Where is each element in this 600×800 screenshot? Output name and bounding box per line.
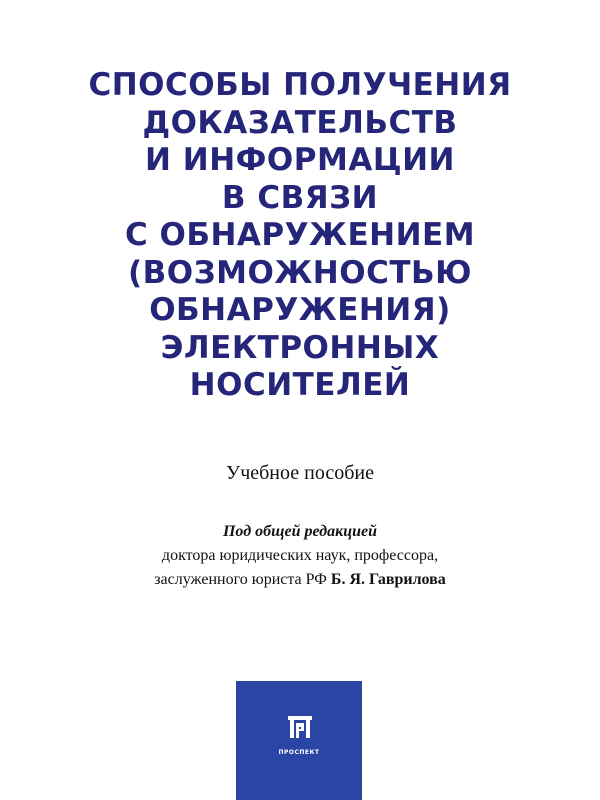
title-line: ОБНАРУЖЕНИЯ) — [149, 292, 451, 328]
editor-title-line — [0, 568, 600, 592]
prospekt-logo-icon — [286, 715, 314, 739]
editor-title-prefix: заслуженного юриста РФ — [154, 571, 331, 588]
title-line: ЭЛЕКТРОННЫХ — [160, 329, 440, 366]
title-line: (ВОЗМОЖНОСТЬЮ — [127, 254, 473, 291]
publisher-name: ПРОСПЕКТ — [278, 749, 320, 756]
title-line: ДОКАЗАТЕЛЬСТВ — [142, 104, 458, 141]
editor-block — [0, 520, 600, 592]
book-title — [0, 67, 600, 405]
editor-heading: Под общей редакцией — [222, 523, 378, 540]
publisher-logo — [236, 681, 362, 800]
editor-name: Б. Я. Гаврилова — [330, 571, 446, 588]
title-line: И ИНФОРМАЦИИ — [145, 142, 455, 178]
book-subtitle: Учебное пособие — [226, 462, 374, 484]
title-line: С ОБНАРУЖЕНИЕМ — [124, 217, 476, 253]
title-line: СПОСОБЫ ПОЛУЧЕНИЯ — [88, 67, 512, 103]
title-line: В СВЯЗИ — [221, 179, 379, 216]
editor-credentials: доктора юридических наук, профессора, — [161, 547, 439, 564]
title-line: НОСИТЕЛЕЙ — [189, 367, 411, 403]
